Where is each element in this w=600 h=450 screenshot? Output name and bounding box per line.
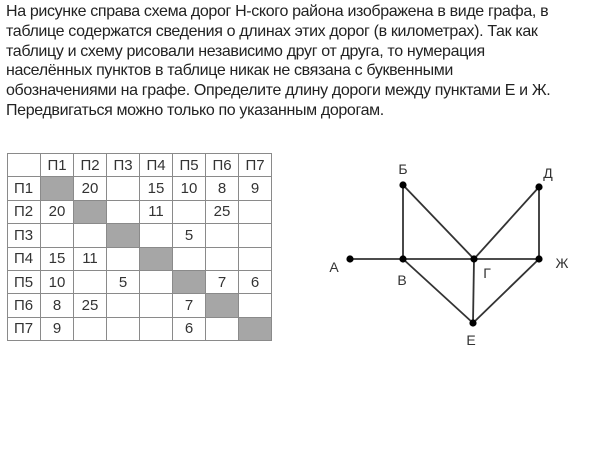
distance-cell: 20: [74, 177, 107, 200]
column-header: П6: [206, 154, 239, 177]
distance-cell: 5: [173, 224, 206, 247]
problem-line: На рисунке справа схема дорог Н-ского района изображена в виде графа, в: [6, 3, 549, 20]
graph-node-label: Г: [483, 265, 491, 281]
problem-line: населённых пунктов в таблице никак не связана с буквенными: [6, 62, 453, 80]
graph-nodes: [346, 181, 542, 326]
problem-line: Передвигаться можно только по указанным дорогам.: [6, 101, 384, 119]
row-header: П7: [8, 317, 41, 340]
graph-edge: [403, 259, 473, 323]
distance-cell: 6: [239, 270, 272, 293]
distance-cell: 8: [206, 177, 239, 200]
distance-cell: 7: [206, 270, 239, 293]
distance-cell: 9: [239, 177, 272, 200]
distance-cell: 15: [140, 177, 173, 200]
problem-line: таблицу и схему рисовали независимо друг от друга, то нумерация: [6, 42, 485, 60]
graph-node-label: Е: [466, 332, 476, 348]
graph-labels: [329, 161, 568, 348]
problem-line: обозначениями на графе. Определите длину дороги между пунктами Е и Ж.: [6, 82, 551, 100]
row-header: П1: [8, 177, 41, 200]
graph-node: [399, 255, 406, 262]
column-header: П7: [239, 154, 272, 177]
distance-cell: 5: [107, 270, 140, 293]
row-header: П6: [8, 294, 41, 317]
graph-node: [469, 319, 476, 326]
distance-cell: 20: [41, 200, 74, 223]
distance-cell: 25: [206, 200, 239, 223]
column-header: П2: [74, 154, 107, 177]
graph-node: [470, 255, 477, 262]
distance-cell: 11: [140, 200, 173, 223]
graph-node: [346, 255, 353, 262]
graph-node: [535, 183, 542, 190]
column-header: П5: [173, 154, 206, 177]
graph-edge: [474, 187, 539, 259]
distance-cell: 8: [41, 294, 74, 317]
distance-cell: 25: [74, 294, 107, 317]
distance-cell: 10: [41, 270, 74, 293]
column-header: П4: [140, 154, 173, 177]
graph-node-label: А: [329, 259, 339, 275]
graph-node-label: В: [397, 272, 407, 288]
problem-line: таблице содержатся сведения о длинах этих дорог (в километрах). Так как: [6, 22, 538, 40]
column-header: П1: [41, 154, 74, 177]
row-header: П2: [8, 200, 41, 223]
graph-node-label: Б: [398, 161, 408, 177]
graph-edge: [473, 259, 474, 323]
graph-edges: [350, 185, 539, 323]
graph-node-label: Ж: [555, 255, 569, 271]
distance-cell: 10: [173, 177, 206, 200]
graph-node: [535, 255, 542, 262]
distance-cell: 9: [41, 317, 74, 340]
distance-cell: 11: [74, 247, 107, 270]
row-header: П5: [8, 270, 41, 293]
graph-edge: [403, 185, 474, 259]
distance-cell: 7: [173, 294, 206, 317]
graph-node: [399, 181, 406, 188]
graph-node-label: Д: [543, 165, 553, 181]
column-header: П3: [107, 154, 140, 177]
row-header: П3: [8, 224, 41, 247]
distance-cell: 15: [41, 247, 74, 270]
row-header: П4: [8, 247, 41, 270]
distance-cell: 6: [173, 317, 206, 340]
